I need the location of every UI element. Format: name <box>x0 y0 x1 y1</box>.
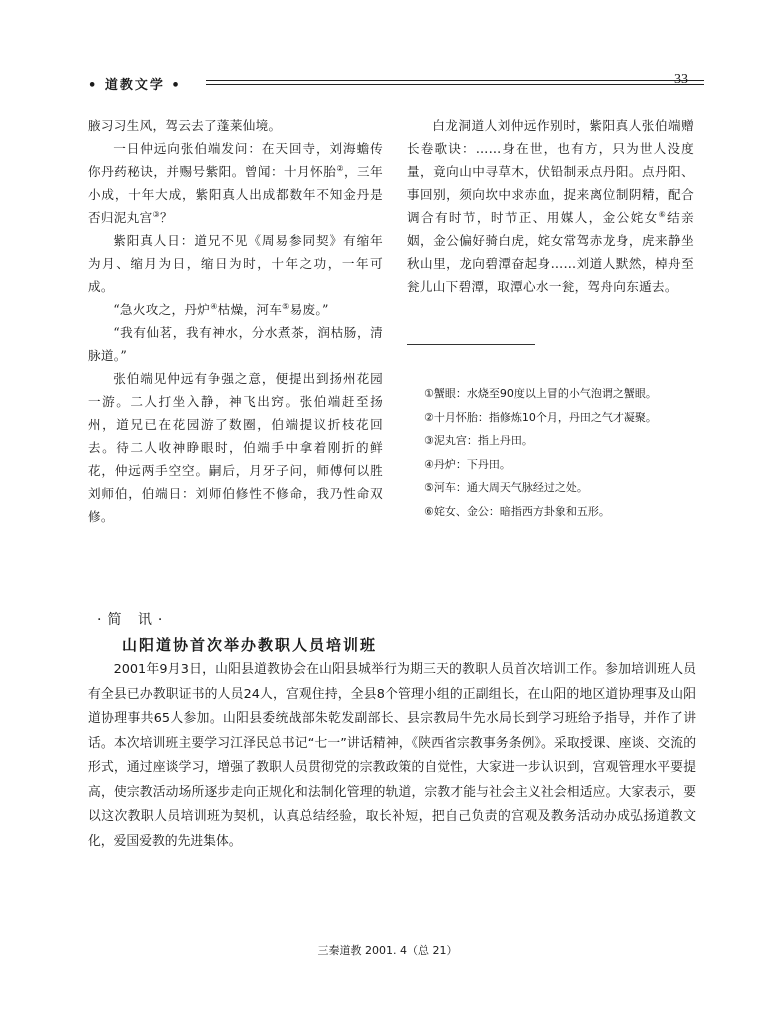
header-rule-top <box>206 80 704 81</box>
right-column <box>407 114 694 298</box>
news-title: 山阳道协首次举办教职人员培训班 <box>122 636 378 654</box>
footnote-divider <box>407 344 535 345</box>
paragraph: 一日仲远向张伯端发问：在天回寺，刘海蟾传你丹药秘诀，并赐号紫阳。曾闻：十月怀胎②，三年小成，十年大成，紫阳真人出成都数年不知金丹是否归泥丸宫③？ <box>88 141 383 225</box>
paragraph: “急火攻之，丹炉④枯燥，河车⑤易废。” <box>113 301 329 317</box>
footnote: ①蟹眼：水烧至90度以上冒的小气泡谓之蟹眼。 <box>424 387 657 400</box>
paragraph: 张伯端见仲远有争强之意，便提出到扬州花园一游。二人打坐入静，神飞出窍。张伯端赶至扬州，道兄已在花园游了数圈，伯端提议折枝花回去。待二人收神睁眼时，伯端手中拿着刚折的鲜花，仲远两手空空。嗣后，月牙子问，师傅何以胜刘师伯，伯端日：刘师伯修性不修命，我乃性命双修。 <box>88 371 383 524</box>
paragraph: 腋习习生风，驾云去了蓬莱仙境。 <box>88 118 282 133</box>
paragraph: 紫阳真人日：道兄不见《周易参同契》有缩年为月、缩月为日，缩日为时，十年之功，一年可成。 <box>88 233 383 294</box>
footnotes <box>424 382 704 523</box>
footnote: ②十月怀胎：指修炼10个月，丹田之气才凝聚。 <box>424 410 657 424</box>
left-column <box>88 114 383 528</box>
paragraph: “我有仙茗，我有神水，分水煮茶，润枯肠，清脉道。” <box>88 325 383 363</box>
header-rule-bottom <box>206 84 704 85</box>
footnote: ⑤河车：通大周天气脉经过之处。 <box>424 481 588 494</box>
news-section-tag: ·简 讯· <box>97 612 169 628</box>
footnote: ③泥丸宫：指上丹田。 <box>424 434 533 447</box>
footnote: ⑥姹女、金公：暗指西方卦象和五形。 <box>424 504 610 518</box>
paragraph: 白龙洞道人刘仲远作别时，紫阳真人张伯端赠长卷歌诀：……身在世，也有方，只为世人没度量，竟向山中寻草木，伏铅制汞点丹阳。点丹阳、事回别，须向坎中求赤血，捉来离位制阴精，配合调合有时节，时节正、用媒人，金公姹女⑥结亲姻，金公偏好骑白虎，姹女常驾赤龙身，虎来静坐秋山里，龙向碧潭奋起身……刘道人默然，棹舟至瓮儿山下碧潭，取潭心水一瓮，驾舟向东遁去。 <box>407 118 694 294</box>
page-number: 33 <box>674 72 688 87</box>
section-title: • 道教文学 • <box>88 78 182 93</box>
news-body: 2001年9月3日，山阳县道教协会在山阳县城举行为期三天的教职人员首次培训工作。参加培训班人员有全县已办教职证书的人员24人，宫观住持，全县8个管理小组的正副组长，在山阳的地区道协理事及山阳道协理事共65人参加。山阳县委统战部朱乾发副部长、县宗教局牛先水局长到学习班给予指导，并作了讲话。本次培训班主要学习江泽民总书记“七一”讲话精神，《陕西省宗教事务条例》。采取授课、座谈、交流的形式，通过座谈学习，增强了教职人员贯彻党的宗教政策的自觉性，大家进一步认识到，宫观管理水平要提高，使宗教活动场所逐步走向正规化和法制化管理的轨道，宗教才能与社会主义社会相适应。大家表示，要以这次教职人员培训班为契机，认真总结经验，取长补短，把自己负责的宫观及教务活动办成弘扬道教文化，爱国爱教的先进集体。 <box>88 662 696 849</box>
page-header <box>88 74 688 96</box>
page-footer: 三秦道教 2001. 4（总 21） <box>317 944 458 957</box>
footnote: ④丹炉：下丹田。 <box>424 457 511 471</box>
